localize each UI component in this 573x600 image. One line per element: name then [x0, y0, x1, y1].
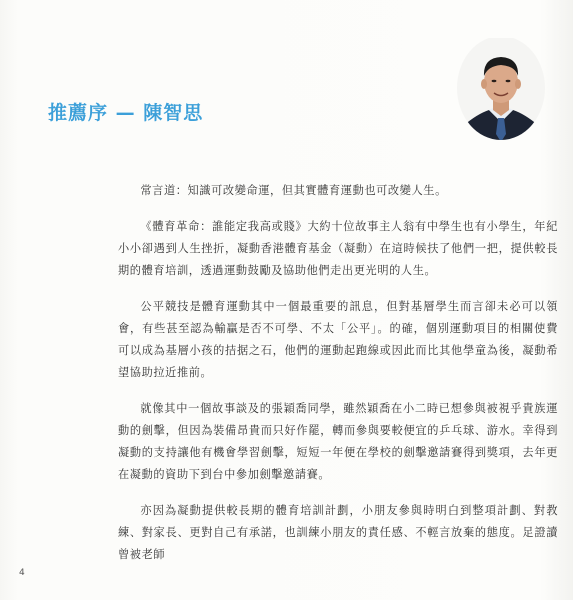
- paragraph: 公平競技是體育運動其中一個最重要的訊息，但對基層學生而言卻未必可以領會，有些甚至認為輸贏是否不可學、不太「公平」。的確，個別運動項目的相關使費可以成為基層小孩的拮据之石，他們的運動起跑線或因此而比其他學童為後，凝動希望協助拉近推前。: [118, 300, 558, 379]
- page-title: 推薦序 — 陳智思: [48, 102, 204, 124]
- paragraph: 亦因為凝動提供較長期的體育培訓計劃，小朋友參與時明白到整項計劃、對教練、對家長、更對自己有承諾，也訓練小朋友的責任感、不輕言放棄的態度。足證讀曾被老師: [118, 504, 558, 561]
- paragraph: 《體育革命：誰能定我高或賤》大約十位故事主人翁有中學生也有小學生，年紀小小卻遇到人生挫折，凝動香港體育基金（凝動）在這時候扶了他們一把，提供較長期的體育培訓，透過運動鼓勵及協助他們走出更光明的人生。: [118, 220, 558, 277]
- author-portrait: [455, 38, 547, 150]
- paragraph: 常言道：知識可改變命運，但其實體育運動也可改變人生。: [140, 184, 447, 197]
- paragraph: 就像其中一個故事談及的張穎喬同學，雖然穎喬在小二時已想參與被視乎貴族運動的劍擊，但因為裝備昂貴而只好作罷，轉而參與要較便宜的乒乓球、游水。幸得到凝動的支持讓他有機會學習劍擊，短短一年便在學校的劍擊邀請賽得到獎項，去年更在凝動的資助下到台中參加劍擊邀請賽。: [118, 402, 558, 481]
- body-text: [118, 180, 558, 580]
- page-number: 4: [19, 568, 25, 578]
